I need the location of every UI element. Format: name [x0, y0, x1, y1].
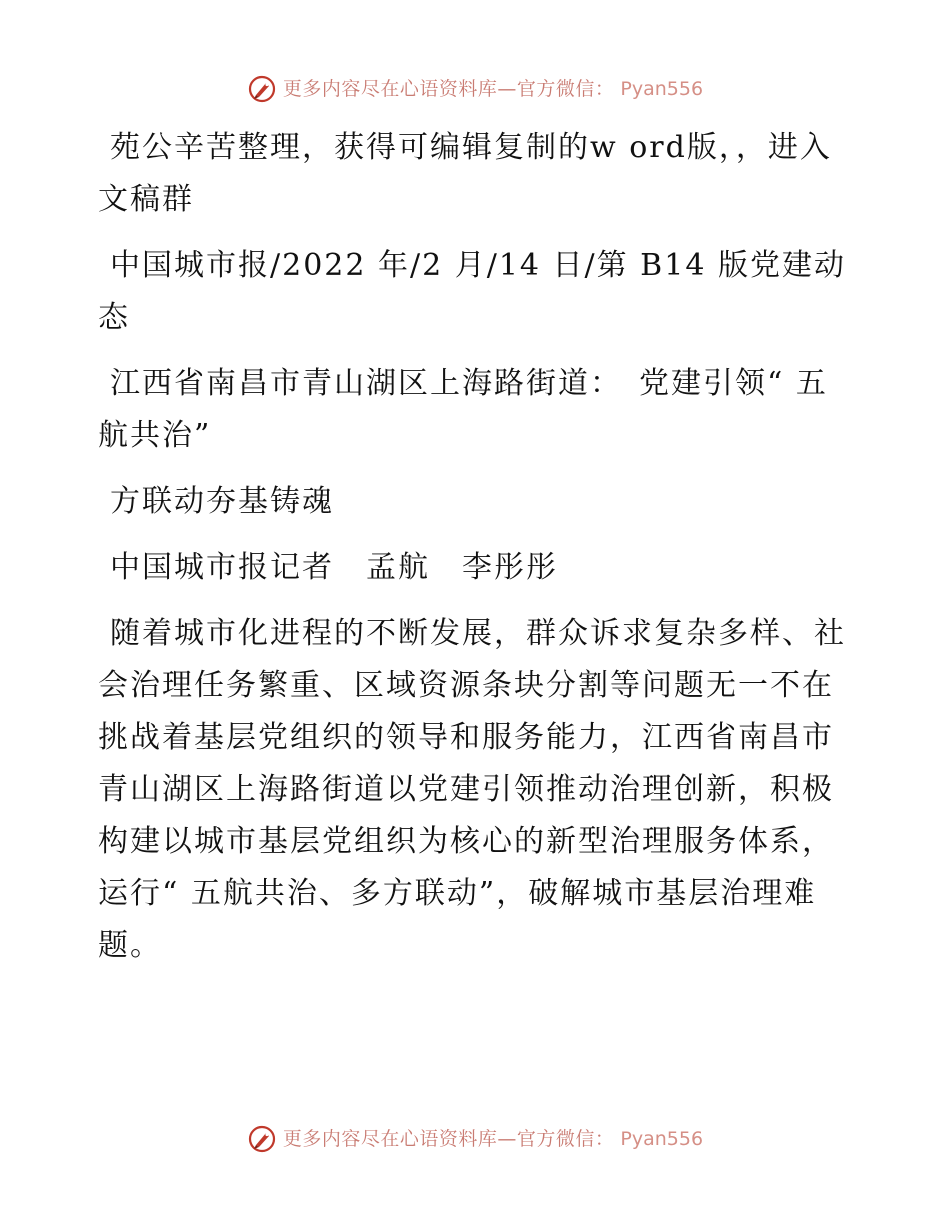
intro-note: 苑公辛苦整理，获得可编辑复制的w ord版，，进入文稿群: [98, 130, 832, 217]
body-paragraph: 随着城市化进程的不断发展，群众诉求复杂多样、社会治理任务繁重、区域资源条块分割等问题无一不在挑战着基层党组织的领导和服务能力，江西省南昌市青山湖区上海路街道以党建引领推动治理创新，积极构建以城市基层党组织为核心的新型治理服务体系，运行“ 五航共治、多方联动”，破解城市基层治理难题。: [98, 616, 846, 963]
document-body: [98, 122, 858, 986]
article-subtitle: 方联动夯基铸魂: [110, 484, 334, 519]
watermark-wechat-id: Pyan556: [620, 78, 704, 100]
watermark-footer: [0, 1124, 950, 1154]
pen-nib-logo-icon: [247, 1124, 277, 1154]
source-line: 中国城市报/2022 年/2 月/14 日/第 B14 版党建动态: [98, 248, 846, 335]
pen-nib-logo-icon: [247, 74, 277, 104]
watermark-header: [0, 74, 950, 104]
article-title: 江西省南昌市青山湖区上海路街道： 党建引领“ 五航共治”: [98, 366, 828, 453]
watermark-wechat-id: Pyan556: [620, 1128, 704, 1150]
byline: 中国城市报记者 孟航 李彤彤: [110, 550, 558, 585]
watermark-text: 更多内容尽在心语资料库—官方微信：: [282, 1128, 615, 1150]
watermark-text: 更多内容尽在心语资料库—官方微信：: [282, 78, 615, 100]
